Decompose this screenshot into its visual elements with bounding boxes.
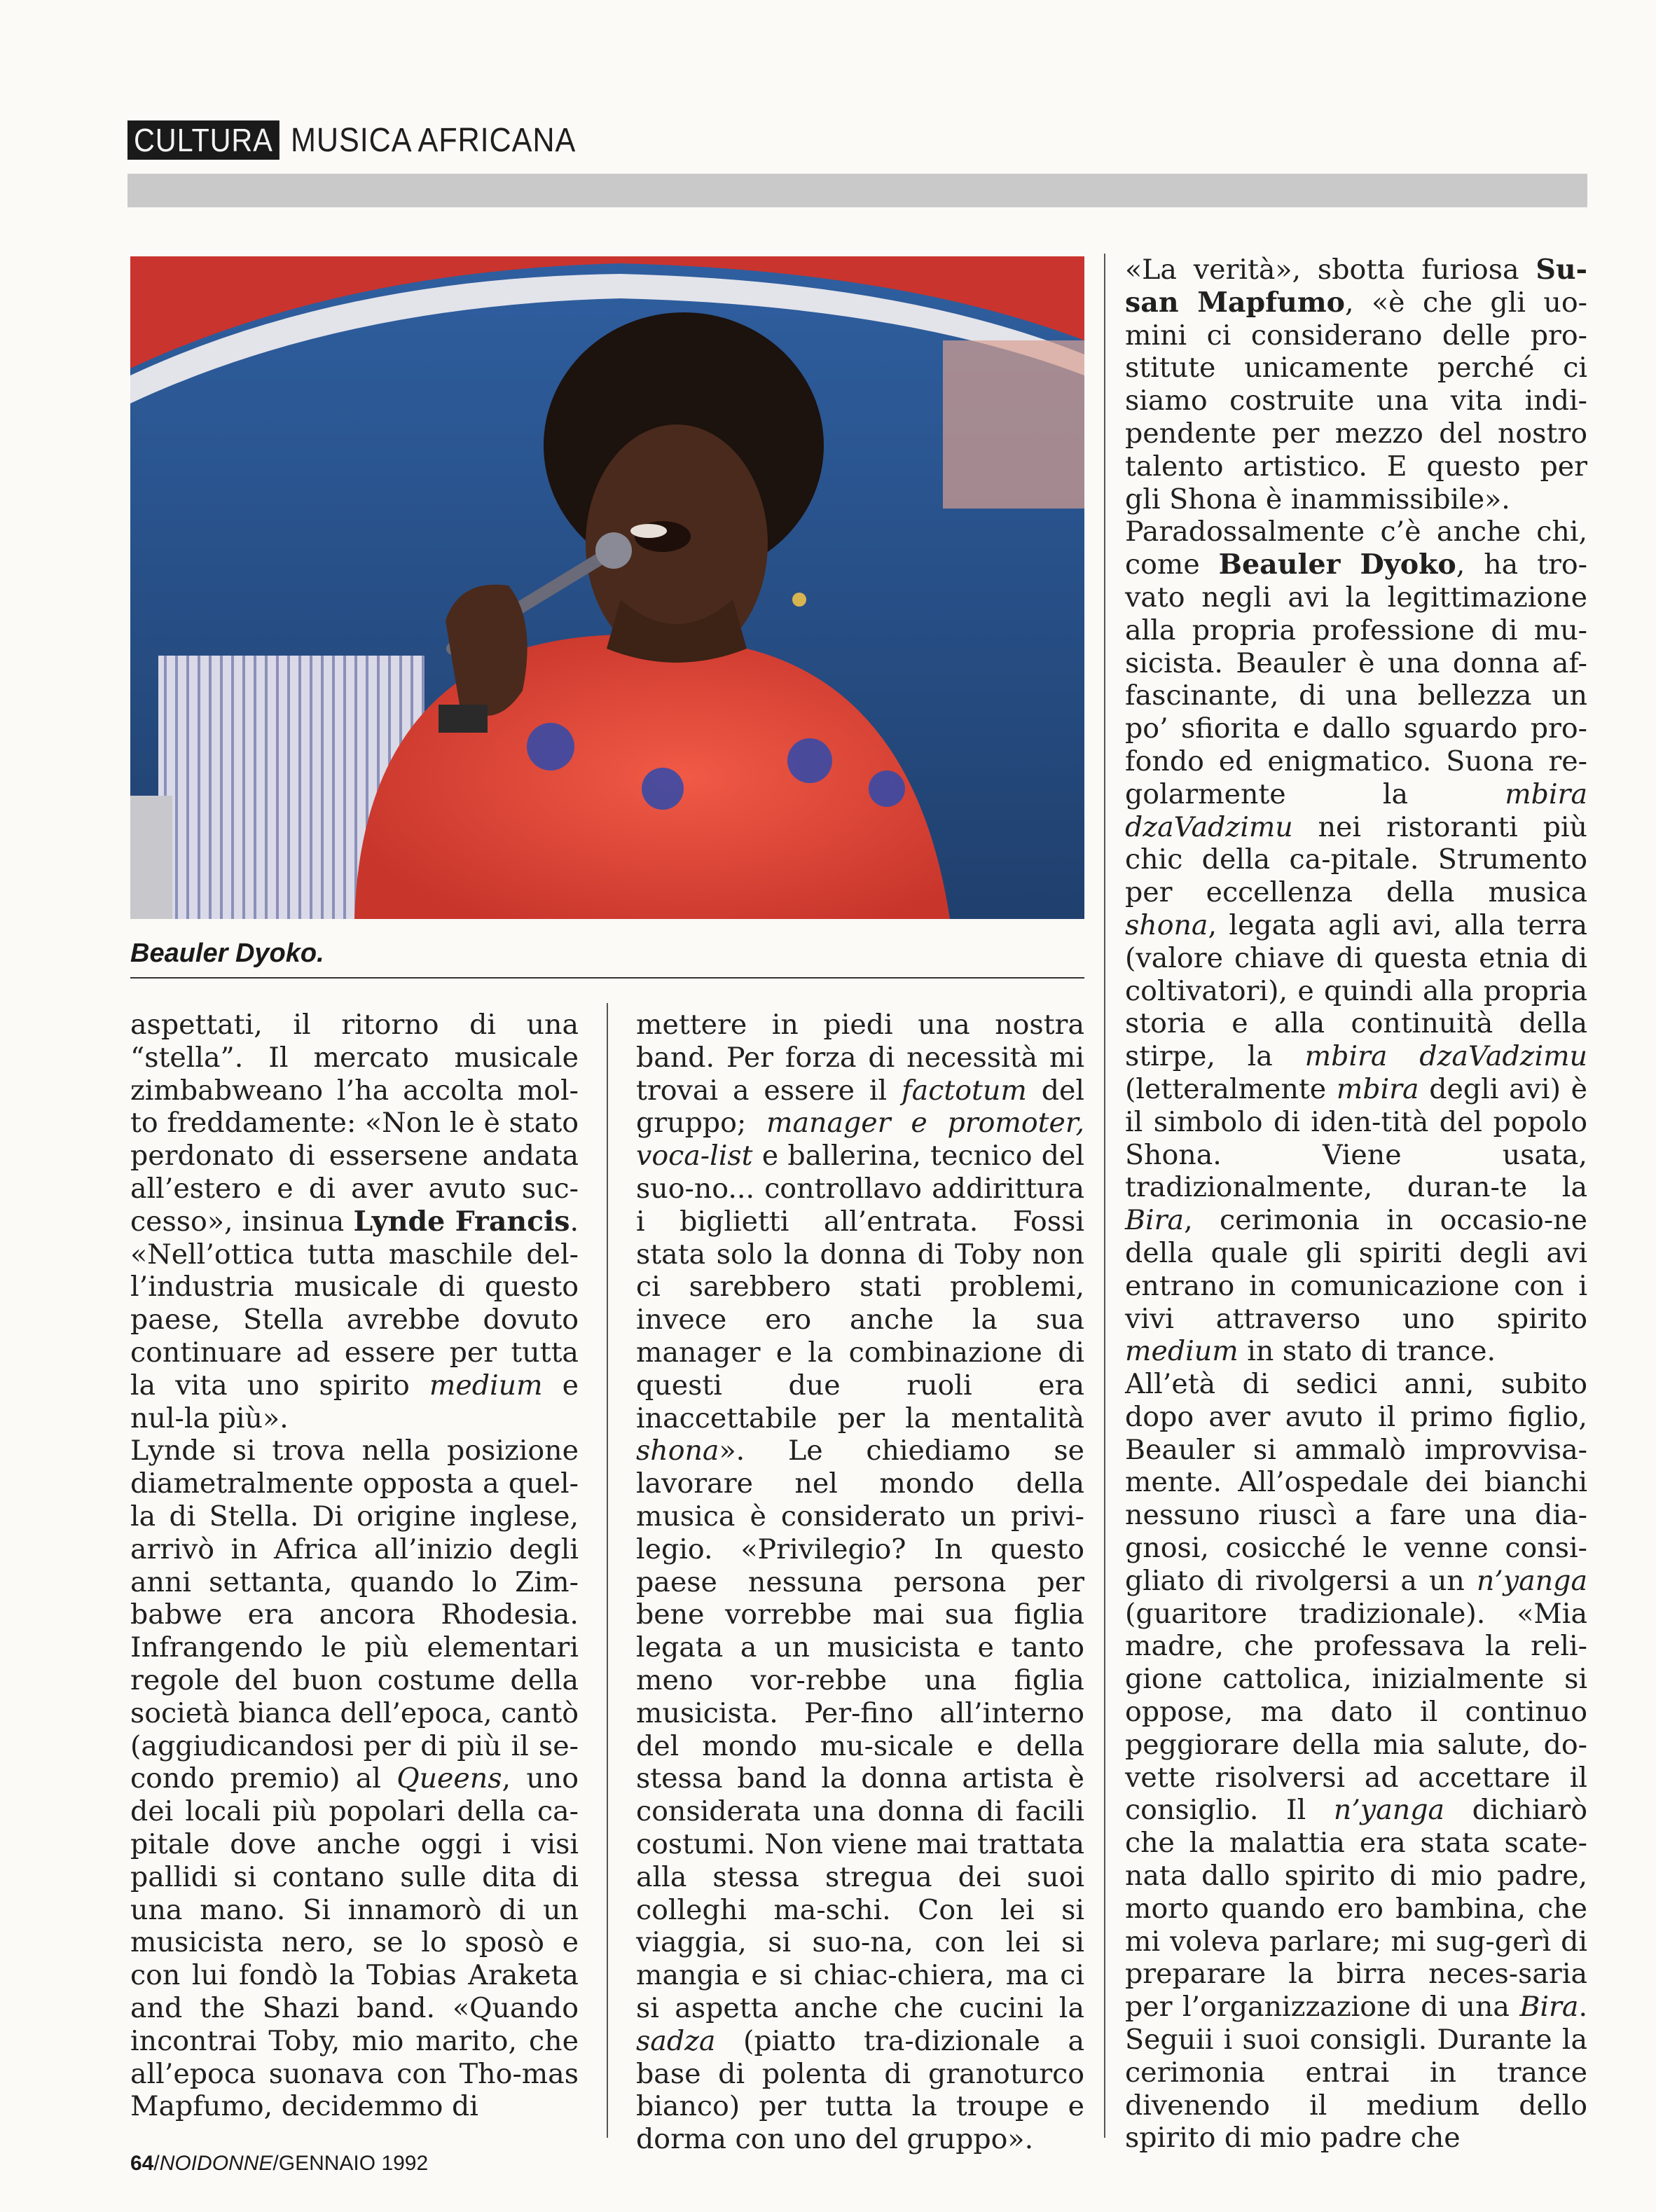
emphasis-text: sadza xyxy=(636,2024,716,2057)
person-name: Beauler Dyoko xyxy=(1218,548,1456,581)
text-run: , «è che gli uo-mini ci considerano delle pro-stitute unicamente perché ci siamo costruite una vita indi-pendente per mezzo del nostro talento artistico. E questo per gli Shona è inammissibile». xyxy=(1125,286,1587,516)
text-run: . «Nell’ottica tutta maschile del-l’industria musicale di questo paese, Stella avrebbe dovuto continuare ad essere per tutta la vita uno spirito xyxy=(130,1205,579,1402)
section-title: MUSICA AFRICANA xyxy=(290,121,577,159)
emphasis-text: Queens xyxy=(396,1762,502,1795)
person-name: Su-san Mapfumo xyxy=(1125,254,1587,319)
footer-separator: / xyxy=(153,2152,160,2175)
column-divider xyxy=(607,1003,608,2138)
text-run: del gruppo; xyxy=(636,1074,1084,1140)
article-paragraph xyxy=(1125,516,1587,1368)
photo-caption: Beauler Dyoko. xyxy=(130,939,324,968)
text-run: e nul-la più». xyxy=(130,1369,579,1435)
column-divider xyxy=(1104,254,1105,2138)
person-name: Lynde Francis xyxy=(353,1205,570,1238)
emphasis-text: medium xyxy=(429,1369,543,1402)
emphasis-text: shona xyxy=(1125,908,1208,941)
footer-separator: / xyxy=(272,2152,279,2175)
article-paragraph xyxy=(1125,254,1587,516)
column-1 xyxy=(130,1009,579,2123)
text-run: . Seguii i suoi consigli. Durante la cerimonia entrai in trance divenendo il medium dello spirito di mio padre che xyxy=(1125,1991,1587,2155)
header-band xyxy=(127,174,1587,207)
emphasis-text: n’yanga xyxy=(1476,1564,1587,1597)
photo-illustration xyxy=(130,256,1084,919)
text-run: All’età di sedici anni, subito dopo aver avuto il primo figlio, Beauler si ammalò improvvisa-mente. All’ospedale dei bianchi nessuno riuscì a fare una dia-gnosi, cosicché le venne consi-gliato di rivolgersi a un xyxy=(1125,1368,1587,1597)
article-paragraph xyxy=(130,1009,579,1435)
text-run: , cerimonia in occasio-ne della quale gli spiriti degli avi entrano in comunicazione con i vivi attraverso uno spirito xyxy=(1125,1204,1587,1335)
text-run: ». Le chiediamo se lavorare nel mondo della musica è considerato un privi-legio. «Privilegio? In questo paese nessuna persona per bene vorrebbe mai sua figlia legata a un musicista e tanto meno vor-rebbe una figlia musicista. Per-fino all’interno del mondo mu-sicale e della stessa band la donna artista è considerata una donna di facili costumi. Non viene mai trattata alla stessa stregua dei suoi colleghi ma-schi. Con lei si viaggia, si suo-na, con lei si mangia e si chiac-chiera, ma ci si aspetta anche che cucini la xyxy=(636,1435,1084,2024)
emphasis-text: mbira dzaVadzimu xyxy=(1125,777,1587,843)
text-run: mettere in piedi una nostra band. Per forza di necessità mi trovai a essere il xyxy=(636,1009,1084,1107)
column-2 xyxy=(636,1009,1084,2156)
issue-date: GENNAIO 1992 xyxy=(278,2152,429,2175)
text-run: in stato di trance. xyxy=(1238,1335,1496,1368)
emphasis-text: manager e promoter, voca-list xyxy=(636,1107,1084,1173)
text-run: , uno dei locali più popolari della ca-pitale dove anche oggi i visi pallidi si contano sulle dita di una mano. Si innamorò di un musicista nero, se lo sposò e con lui fondò la Tobias Araketa and the Shazi band. «Quando incontrai Toby, mio marito, che all’epoca suonava con Tho-mas Mapfumo, decidemmo di xyxy=(130,1762,579,2123)
emphasis-text: Bira xyxy=(1125,1204,1185,1237)
section-header xyxy=(127,120,607,160)
emphasis-text: n’yanga xyxy=(1333,1794,1445,1827)
page-footer xyxy=(130,2152,428,2176)
page-number: 64 xyxy=(130,2152,154,2175)
text-run: Lynde si trova nella posizione diametralmente opposta a quel-la di Stella. Di origine inglese, arrivò in Africa all’inizio degli anni settanta, quando lo Zim-babwe era ancora Rhodesia. Infrangendo le più elementari regole del buon costume della società bianca dell’epoca, cantò (aggiudicandosi per di più il se-condo premio) al xyxy=(130,1435,579,1795)
section-label: CULTURA xyxy=(127,120,280,160)
text-run: nei ristoranti più chic della ca-pitale. Strumento per eccellenza della musica xyxy=(1125,810,1587,909)
text-run: (guaritore tradizionale). «Mia madre, che professava la reli-gione cattolica, inizialmente si oppose, ma dato il continuo peggiorare della mia salute, do-vette risolversi ad accettare il consiglio. Il xyxy=(1125,1597,1587,1827)
caption-divider xyxy=(130,977,1084,979)
text-run: , ha tro-vato negli avi la legittimazione alla propria professione di mu-sicista. Beauler è una donna af-fascinante, di una bellezza un po’ sfiorita e dallo sguardo pro-fondo ed enigmatico. Suona re-golarmente la xyxy=(1125,548,1588,810)
emphasis-text: mbira dzaVadzimu xyxy=(1304,1040,1587,1073)
article-paragraph xyxy=(636,1009,1084,2156)
emphasis-text: shona xyxy=(636,1435,719,1467)
text-run: (piatto tra-dizionale a base di polenta di granoturco bianco) per tutta la troupe e dorma con uno del gruppo». xyxy=(636,2024,1084,2156)
text-run: e ballerina, tecnico del suo-no... controllavo addirittura i biglietti all’entrata. Fossi stata solo la donna di Toby non ci sarebbero stati problemi, invece ero anche la sua manager e la combinazione di questi due ruoli era inaccettabile per la mentalità xyxy=(636,1140,1084,1435)
article-paragraph xyxy=(1125,1368,1587,2155)
text-run: degli avi) è il simbolo di iden-tità del popolo Shona. Viene usata, tradizionalmente, duran-te la xyxy=(1125,1072,1587,1204)
emphasis-text: Bira xyxy=(1519,1991,1579,2024)
article-paragraph xyxy=(130,1435,579,2123)
text-run: aspettati, il ritorno di una “stella”. Il mercato musicale zimbabweano l’ha accolta mol-to freddamente: «Non le è stato perdonato di essersene andata all’estero e di aver avuto suc-cesso», insinua xyxy=(130,1009,579,1238)
text-run: dichiarò che la malattia era stata scate-nata dallo spirito di mio padre, morto quando ero bambina, che mi voleva parlare; mi sug-gerì di preparare la birra neces-saria per l’organizzazione di una xyxy=(1125,1794,1587,2024)
emphasis-text: mbira xyxy=(1336,1072,1419,1105)
emphasis-text: factotum xyxy=(902,1074,1027,1107)
text-run: , legata agli avi, alla terra (valore chiave di questa etnia di coltivatori), e quindi alla propria storia e alla continuità della stirpe, la xyxy=(1125,908,1587,1073)
emphasis-text: medium xyxy=(1125,1335,1238,1368)
magazine-name: NOIDONNE xyxy=(159,2152,273,2175)
text-run: Paradossalmente c’è anche chi, come xyxy=(1125,516,1587,581)
photo-beauler-dyoko xyxy=(130,256,1084,919)
text-run: (letteralmente xyxy=(1125,1072,1337,1105)
text-run: «La verità», sbotta furiosa xyxy=(1125,254,1536,286)
column-3 xyxy=(1125,254,1587,2155)
